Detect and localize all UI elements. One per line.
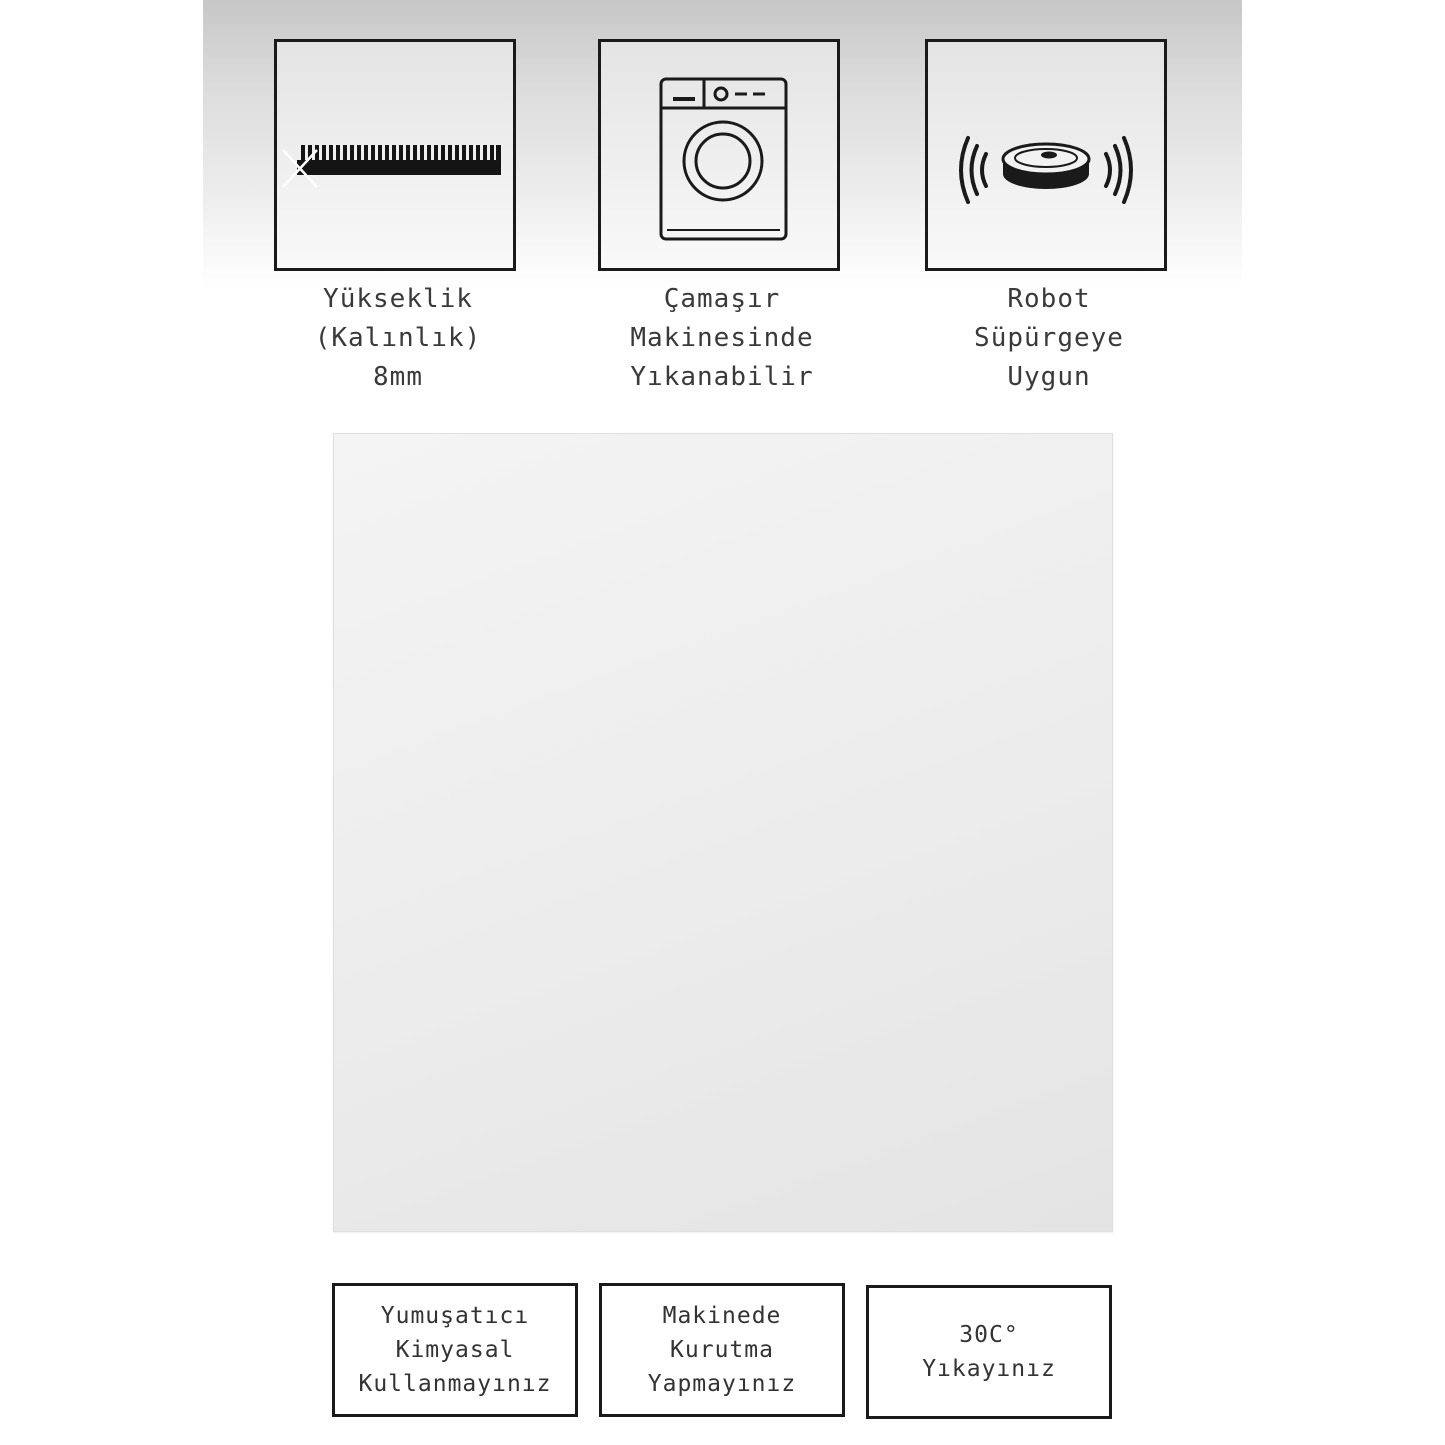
feature-box-robot <box>925 39 1167 271</box>
carpet-pile-height-icon <box>277 42 513 268</box>
feature-box-washing <box>598 39 840 271</box>
care-box-no-tumble-dry: Makinede Kurutma Yapmayınız <box>599 1283 845 1417</box>
care-box-no-softener: Yumuşatıcı Kimyasal Kullanmayınız <box>332 1283 578 1417</box>
washing-machine-icon <box>601 42 837 268</box>
product-image <box>333 433 1113 1232</box>
robot-vacuum-icon <box>928 42 1164 268</box>
feature-label-washing: Çamaşır Makinesinde Yıkanabilir <box>630 284 814 392</box>
feature-label-height: Yükseklik (Kalınlık) 8mm <box>314 284 482 392</box>
feature-box-height <box>274 39 516 271</box>
care-box-wash-30c: 30C° Yıkayınız <box>866 1285 1112 1419</box>
feature-label-robot: Robot Süpürgeye Uygun <box>974 284 1124 392</box>
